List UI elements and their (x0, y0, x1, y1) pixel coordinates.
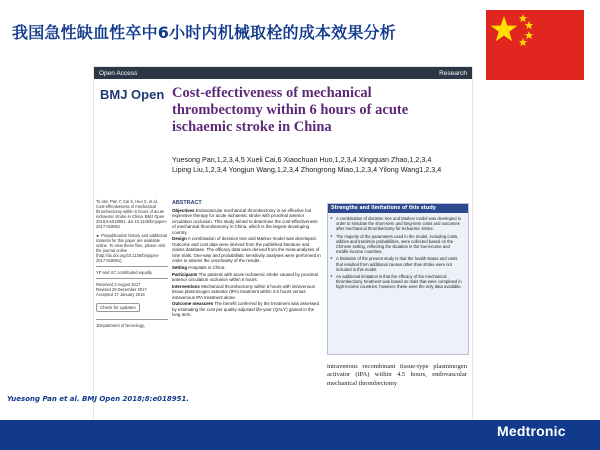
abstract-participants: Participants The patients with acute ischaemic stroke caused by proximal anterior circulation occlusion within 6 hours. (172, 271, 318, 283)
received-date: Received 2 August 2017 (96, 282, 141, 288)
abstract (172, 201, 322, 319)
abstract-design: Design A combination of decision tree and Markov model was developed. Outcome and cost data were derived from the published literature and claims database. The efficacy data were derived from the meta-analyses of nine trials. One-way and probabilistic sensitivity analyses were performed in order to assess the uncertainty of the results. (172, 236, 321, 264)
research-label: Research (439, 69, 467, 77)
slide-citation: Yuesong Pan et al. BMJ Open 2018;8:e018951. (7, 395, 190, 403)
divider (96, 319, 168, 320)
article-screenshot (93, 66, 473, 446)
abstract-outcome: Outcome measures The benefit conferred by the treatment was assessed by estimating the cost per quality-adjusted life-year (QALY) gained in the long term. (172, 301, 319, 318)
revised-date: Revised 29 December 2017 (96, 287, 147, 293)
affiliation: 1Department of Neurology, (96, 322, 145, 328)
abstract-setting: Setting Hospitals in China. (172, 265, 226, 271)
open-access-label: Open Access (99, 69, 138, 77)
list-item: ► An additional limitation is that the efficacy of the mechanical thrombectomy treatment was based on trials that were completed in high-income countries; however, these were the only data available. (336, 274, 464, 290)
article-sidebar (96, 199, 168, 331)
abstract-interventions: Interventions Mechanical thrombectomy within 6 hours with intravenous tissue plasminogen activator (tPA) treatment within 4.5 hours versus intravenous tPA treatment alone. (172, 283, 315, 300)
authors-line-1: Yuesong Pan,1,2,3,4,5 Xueli Cai,6 Xiaochuan Huo,1,2,3,4 Xingquan Zhao,1,2,3,4 (172, 155, 432, 164)
list-item: ► A combination of decision tree and Markov model was developed in order to simulate the short-term and long-term costs and outcomes after mechanical thrombectomy for ischaemic stroke. (336, 216, 464, 232)
journal-name: BMJ Open (100, 87, 165, 102)
china-flag-icon (486, 10, 584, 80)
article-title: Cost-effectiveness of mechanical thrombectomy within 6 hours of acute ischaemic stroke in China (172, 85, 409, 135)
medtronic-logo: Medtronic (497, 423, 566, 439)
citation-note: To cite: Pan Y, Cai X, Huo X, et al. Cost-effectiveness of mechanical thrombectomy within 6 hours of acute ischaemic stroke in China. BMJ Open 2018;8:e018951. doi:10.1136/bmjopen-2017-018951 (96, 199, 168, 230)
equal-contribution: YP and XC contributed equally. (96, 270, 153, 276)
authors-line-2: Liping Liu,1,2,3,4 Yongjun Wang,1,2,3,4 Zhongrong Miao,1,2,3,4 Yilong Wang1,2,3,4 (172, 165, 442, 174)
list-item: ► A limitation of the present study is that the health status and costs that resulted from additional causes other than stroke were not included in this model. (336, 256, 464, 272)
prepublication-note: ► Prepublication history and additional material for this paper are available online. To view these files, please visit the journal online (http://dx.doi.org/10.1136/bmjopen-2017-018951). (96, 232, 167, 264)
body-text: intravenous recombinant tissue-type plasminogen activator (tPA) within 4.5 hours, endovascular mechanical thrombectomy (327, 363, 467, 387)
check-updates-button[interactable]: Check for updates (96, 303, 140, 312)
divider (96, 278, 168, 279)
abstract-heading: ABSTRACT (172, 200, 202, 206)
abstract-objectives: Objectives Endovascular mechanical thrombectomy is an effective but expensive therapy for acute ischaemic stroke with proximal anterior circulation occlusion. This study aimed to determine the cost-effectiveness of mechanical thrombectomy in China, which is the largest developing country. (172, 207, 318, 235)
author-list (172, 155, 467, 175)
slide-title: 我国急性缺血性卒中6小时内机械取栓的成本效果分析 (12, 23, 396, 42)
box-list (328, 216, 468, 290)
strengths-limitations-box (327, 203, 469, 355)
article-top-bar (94, 67, 472, 79)
list-item: ► The majority of the parameters used in the model, including costs, utilities and transition probabilities, were collected based on the Chinese setting, reflecting the situation in the low-income and middle-income countries. (336, 234, 464, 255)
divider (96, 266, 168, 267)
box-heading: Strengths and limitations of this study (328, 204, 468, 213)
accepted-date: Accepted 17 January 2018 (96, 292, 145, 298)
